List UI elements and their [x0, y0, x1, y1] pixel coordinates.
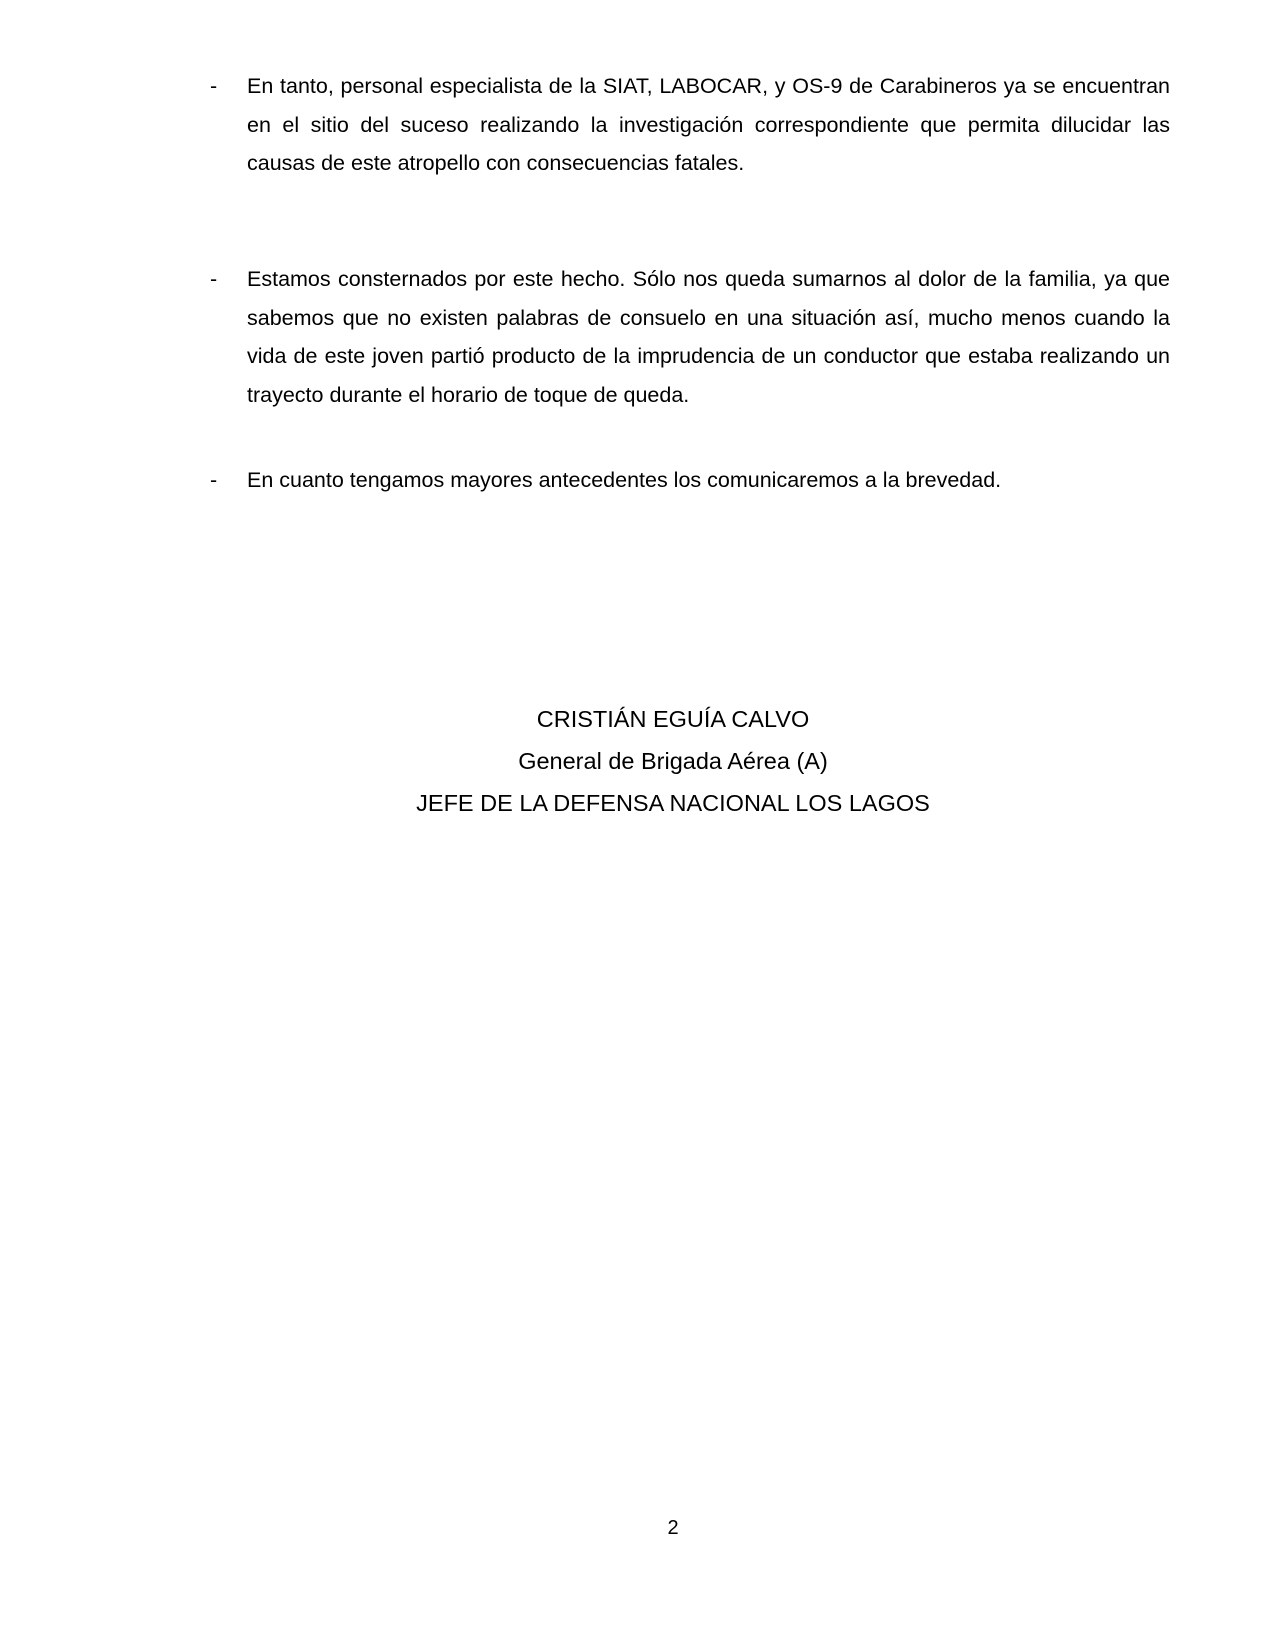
- signatory-name: CRISTIÁN EGUÍA CALVO: [536, 706, 810, 732]
- signatory-position: JEFE DE LA DEFENSA NACIONAL LOS LAGOS: [416, 790, 930, 816]
- bullet-paragraph: [210, 461, 1170, 500]
- page-number: 2: [667, 1517, 679, 1539]
- bullet-marker: -: [210, 468, 218, 492]
- bullet-paragraph: [210, 260, 1170, 414]
- signature-block: [0, 698, 1275, 824]
- bullet-text: En tanto, personal especialista de la SIAT, LABOCAR, y OS-9 de Carabineros ya se encuentran en el sitio del suceso realizando la investigación correspondiente que permita dilucidar las causas de este atropello con consecuencias fatales.: [247, 74, 1170, 175]
- bullet-marker: -: [210, 74, 218, 98]
- bullet-marker: -: [210, 267, 218, 291]
- bullet-text: En cuanto tengamos mayores antecedentes los comunicaremos a la brevedad.: [247, 468, 1002, 492]
- bullet-text: Estamos consternados por este hecho. Sólo nos queda sumarnos al dolor de la familia, ya que sabemos que no existen palabras de consuelo en una situación así, mucho menos cuando la vida de este joven partió producto de la imprudencia de un conductor que estaba realizando un trayecto durante el horario de toque de queda.: [247, 267, 1170, 407]
- signatory-rank: General de Brigada Aérea (A): [518, 748, 828, 774]
- bullet-paragraph: [210, 67, 1170, 183]
